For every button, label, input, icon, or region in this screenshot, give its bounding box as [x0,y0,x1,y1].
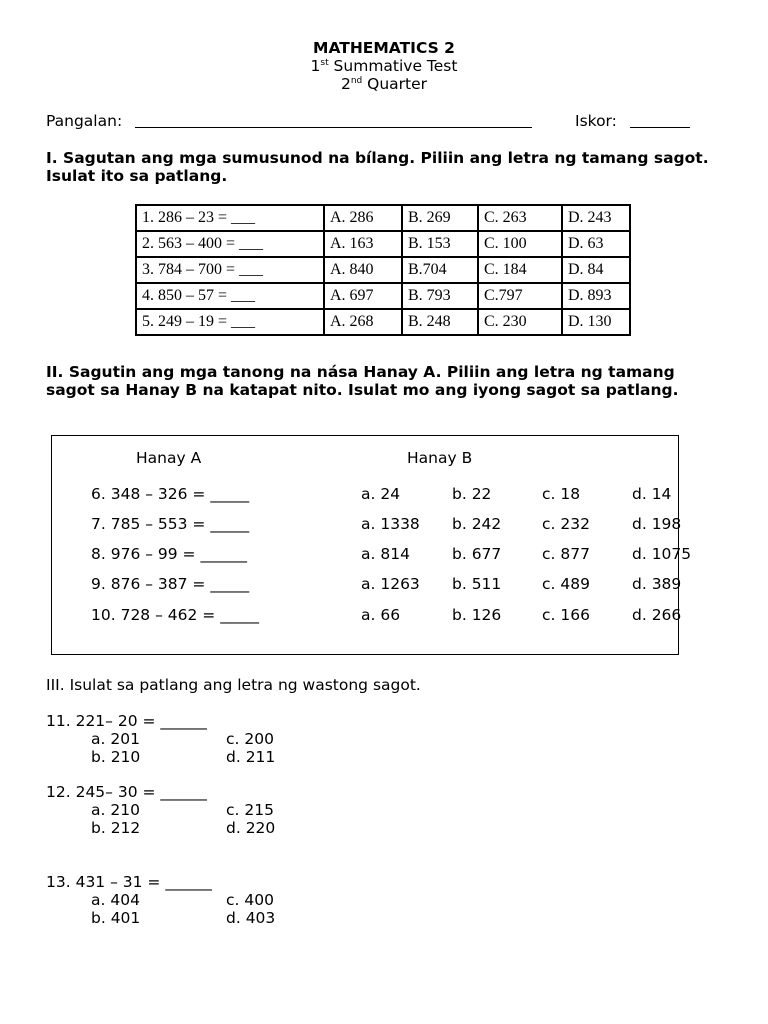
score-field[interactable] [630,127,690,128]
hanay-a-question: 9. 876 – 387 = _____ [91,575,250,593]
choice-cell-c: C. 184 [478,257,562,283]
hanay-b-choice-a: a. 1263 [361,575,420,593]
choice-cell-a: A. 286 [324,205,402,231]
question-cell: 3. 784 – 700 = ___ [136,257,324,283]
part1-row [136,283,630,309]
hanay-b-choice-b: b. 677 [452,545,502,563]
hanay-a-question: 8. 976 – 99 = ______ [91,545,247,563]
question-cell: 2. 563 – 400 = ___ [136,231,324,257]
hanay-b-choice-d: d. 389 [632,575,682,593]
part1-row [136,309,630,335]
choice-cell-d: D. 130 [562,309,630,335]
name-field[interactable] [135,127,532,128]
hanay-b-choice-c: c. 489 [542,575,590,593]
hanay-b-choice-b: b. 126 [452,606,502,624]
question-text: 12. 245– 30 = ______ [46,783,207,801]
choice-b: b. 401 [91,909,141,927]
question-cell: 4. 850 – 57 = ___ [136,283,324,309]
choice-cell-d: D. 243 [562,205,630,231]
part3-instruction: III. Isulat sa patlang ang letra ng wastong sagot. [46,676,421,694]
choice-cell-c: C. 230 [478,309,562,335]
choice-cell-b: B. 269 [402,205,478,231]
hanay-b-header: Hanay B [407,449,473,467]
choice-a: a. 404 [91,891,140,909]
choice-cell-a: A. 840 [324,257,402,283]
hanay-b-choice-d: d. 1075 [632,545,692,563]
choice-cell-a: A. 163 [324,231,402,257]
part1-instruction: I. Sagutan ang mga sumusunod na bílang. Piliin ang letra ng tamang sagot. Isulat ito sa patlang. [46,149,709,185]
choice-cell-d: D. 893 [562,283,630,309]
choice-cell-a: A. 697 [324,283,402,309]
hanay-a-question: 6. 348 – 326 = _____ [91,485,250,503]
hanay-b-choice-a: a. 1338 [361,515,420,533]
hanay-b-choice-d: d. 14 [632,485,672,503]
choice-cell-b: B. 153 [402,231,478,257]
hanay-b-choice-d: d. 198 [632,515,682,533]
choice-cell-b: B. 793 [402,283,478,309]
part1-row [136,205,630,231]
hanay-a-question: 7. 785 – 553 = _____ [91,515,250,533]
hanay-b-choice-c: c. 877 [542,545,590,563]
question-text: 11. 221– 20 = ______ [46,712,207,730]
part2-instruction: II. Sagutin ang mga tanong na nása Hanay A. Piliin ang letra ng tamang sagot sa Hanay B na katapat nito. Isulat mo ang iyong sagot sa patlang. [46,363,679,399]
choice-c: c. 200 [226,730,274,748]
part1-row [136,257,630,283]
choice-cell-a: A. 268 [324,309,402,335]
hanay-a-header: Hanay A [136,449,202,467]
choice-cell-d: D. 63 [562,231,630,257]
choice-d: d. 220 [226,819,276,837]
choice-c: c. 215 [226,801,274,819]
test-title: 1st Summative Test [310,57,458,75]
hanay-b-choice-a: a. 24 [361,485,401,503]
question-cell: 5. 249 – 19 = ___ [136,309,324,335]
choice-cell-b: B.704 [402,257,478,283]
hanay-b-choice-a: a. 814 [361,545,410,563]
part1-table [135,204,631,336]
hanay-b-choice-b: b. 511 [452,575,502,593]
choice-b: b. 210 [91,748,141,766]
choice-c: c. 400 [226,891,274,909]
choice-cell-b: B. 248 [402,309,478,335]
name-label: Pangalan: [46,112,123,130]
choice-a: a. 210 [91,801,140,819]
hanay-a-question: 10. 728 – 462 = _____ [91,606,259,624]
hanay-b-choice-c: c. 232 [542,515,590,533]
question-cell: 1. 286 – 23 = ___ [136,205,324,231]
choice-cell-d: D. 84 [562,257,630,283]
score-label: Iskor: [575,112,617,130]
choice-d: d. 403 [226,909,276,927]
hanay-b-choice-c: c. 166 [542,606,590,624]
choice-d: d. 211 [226,748,276,766]
hanay-b-choice-d: d. 266 [632,606,682,624]
choice-cell-c: C. 263 [478,205,562,231]
part1-row [136,231,630,257]
doc-title: MATHEMATICS 2 [313,39,455,57]
hanay-b-choice-b: b. 242 [452,515,502,533]
hanay-b-choice-b: b. 22 [452,485,492,503]
hanay-b-choice-c: c. 18 [542,485,581,503]
choice-cell-c: C.797 [478,283,562,309]
choice-b: b. 212 [91,819,141,837]
hanay-b-choice-a: a. 66 [361,606,401,624]
question-text: 13. 431 – 31 = ______ [46,873,212,891]
quarter-title: 2nd Quarter [340,75,428,93]
choice-a: a. 201 [91,730,140,748]
choice-cell-c: C. 100 [478,231,562,257]
